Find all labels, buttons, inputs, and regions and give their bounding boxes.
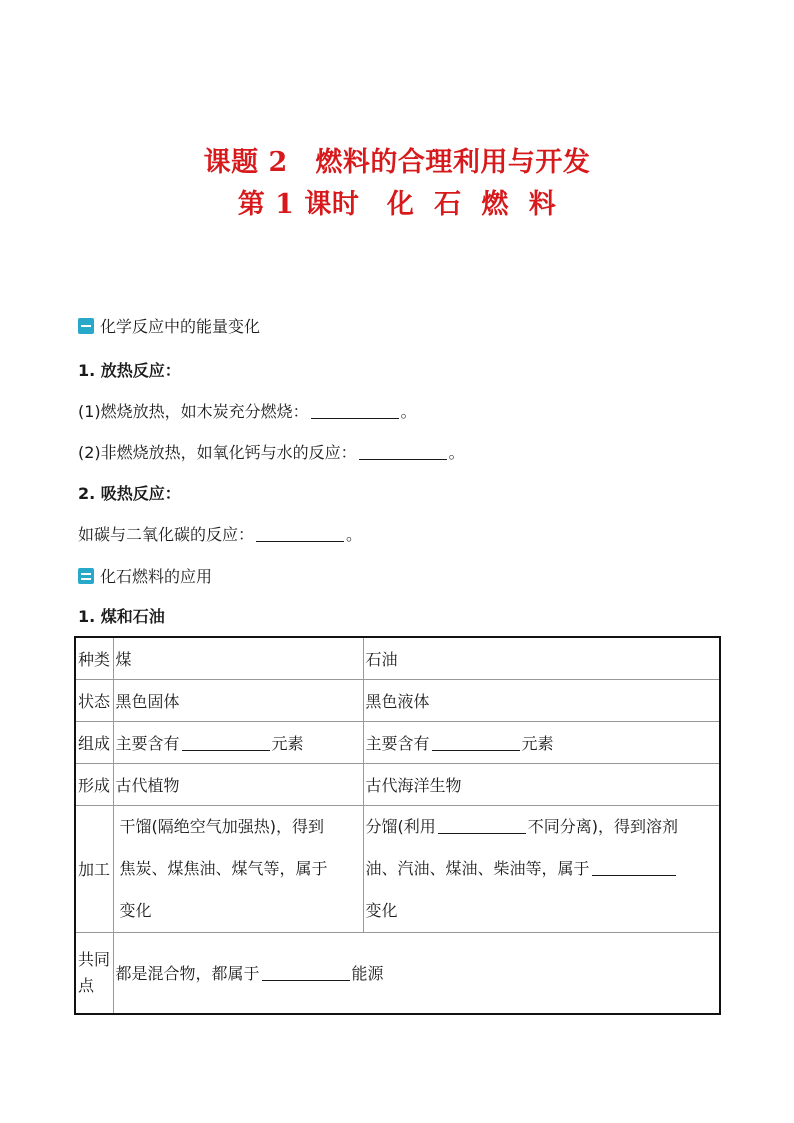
coal-oil-table	[74, 636, 721, 1015]
row-label: 形成	[75, 763, 113, 805]
section-1-heading	[78, 314, 260, 337]
table-row	[75, 932, 720, 1014]
endothermic-item-text: 如碳与二氧化碳的反应：	[78, 525, 255, 544]
table-row	[75, 637, 720, 679]
cell-text: 共同	[78, 949, 111, 969]
common-cell	[113, 932, 720, 1014]
table-row	[75, 721, 720, 763]
answer-blank[interactable]	[311, 404, 399, 419]
coal-cell	[113, 721, 363, 763]
cell-text: 变化	[365, 900, 398, 920]
answer-blank[interactable]	[432, 736, 520, 751]
coal-cell	[113, 805, 363, 932]
answer-blank[interactable]	[256, 527, 344, 542]
answer-blank[interactable]	[592, 861, 676, 876]
answer-blank[interactable]	[182, 736, 270, 751]
oil-cell: 石油	[363, 637, 720, 679]
row-label: 种类	[75, 637, 113, 679]
cell-text: 主要含有	[365, 733, 430, 753]
cell-text: 干馏(隔绝空气加强热)，得到	[119, 816, 324, 836]
exothermic-title: 1. 放热反应：	[78, 361, 181, 380]
cell-text: 焦炭、煤焦油、煤气等，属于	[119, 858, 328, 878]
title-line-2: 第 1 课时 化 石 燃 料	[237, 189, 557, 220]
coal-oil-title: 1. 煤和石油	[78, 607, 165, 626]
answer-blank[interactable]	[262, 966, 350, 981]
answer-blank[interactable]	[359, 445, 447, 460]
section-2-heading-text: 化石燃料的应用	[100, 567, 213, 586]
coal-cell: 黑色固体	[113, 679, 363, 721]
cell-text: 主要含有	[115, 733, 180, 753]
endothermic-item	[78, 522, 362, 545]
punctuation: 。	[400, 402, 417, 421]
title-line-1: 课题 2 燃料的合理利用与开发	[203, 147, 591, 178]
exothermic-item-2-text: (2)非燃烧放热，如氧化钙与水的反应：	[78, 443, 357, 462]
section-1-heading-text: 化学反应中的能量变化	[100, 317, 261, 336]
cell-text: 分馏(利用	[365, 816, 436, 836]
row-label	[75, 932, 113, 1014]
cell-text: 都是混合物，都属于	[115, 964, 260, 984]
row-label: 状态	[75, 679, 113, 721]
table-row	[75, 679, 720, 721]
coal-cell: 古代植物	[113, 763, 363, 805]
cell-text: 元素	[271, 733, 304, 753]
oil-cell	[363, 805, 720, 932]
cell-line	[366, 848, 718, 890]
oil-cell: 黑色液体	[363, 679, 720, 721]
table-row	[75, 805, 720, 932]
oil-cell	[363, 721, 720, 763]
coal-cell: 煤	[113, 637, 363, 679]
section-two-icon	[78, 568, 94, 584]
section-one-icon	[78, 318, 94, 334]
answer-blank[interactable]	[438, 819, 526, 834]
table-row	[75, 763, 720, 805]
cell-line	[366, 806, 718, 848]
exothermic-item-1-text: (1)燃烧放热，如木炭充分燃烧：	[78, 402, 309, 421]
cell-text: 油、汽油、煤油、柴油等，属于	[365, 858, 590, 878]
endothermic-title: 2. 吸热反应：	[78, 484, 181, 503]
punctuation: 。	[346, 525, 363, 544]
cell-text: 不同分离)，得到溶剂	[527, 816, 678, 836]
oil-cell: 古代海洋生物	[363, 763, 720, 805]
row-label: 加工	[75, 805, 113, 932]
cell-text: 变化	[119, 900, 152, 920]
row-label: 组成	[75, 721, 113, 763]
cell-text: 元素	[521, 733, 554, 753]
cell-text: 点	[78, 975, 95, 995]
punctuation: 。	[448, 443, 465, 462]
exothermic-item-1	[78, 399, 417, 422]
exothermic-item-2	[78, 440, 465, 463]
section-2-heading	[78, 564, 212, 587]
cell-text: 能源	[351, 964, 384, 984]
